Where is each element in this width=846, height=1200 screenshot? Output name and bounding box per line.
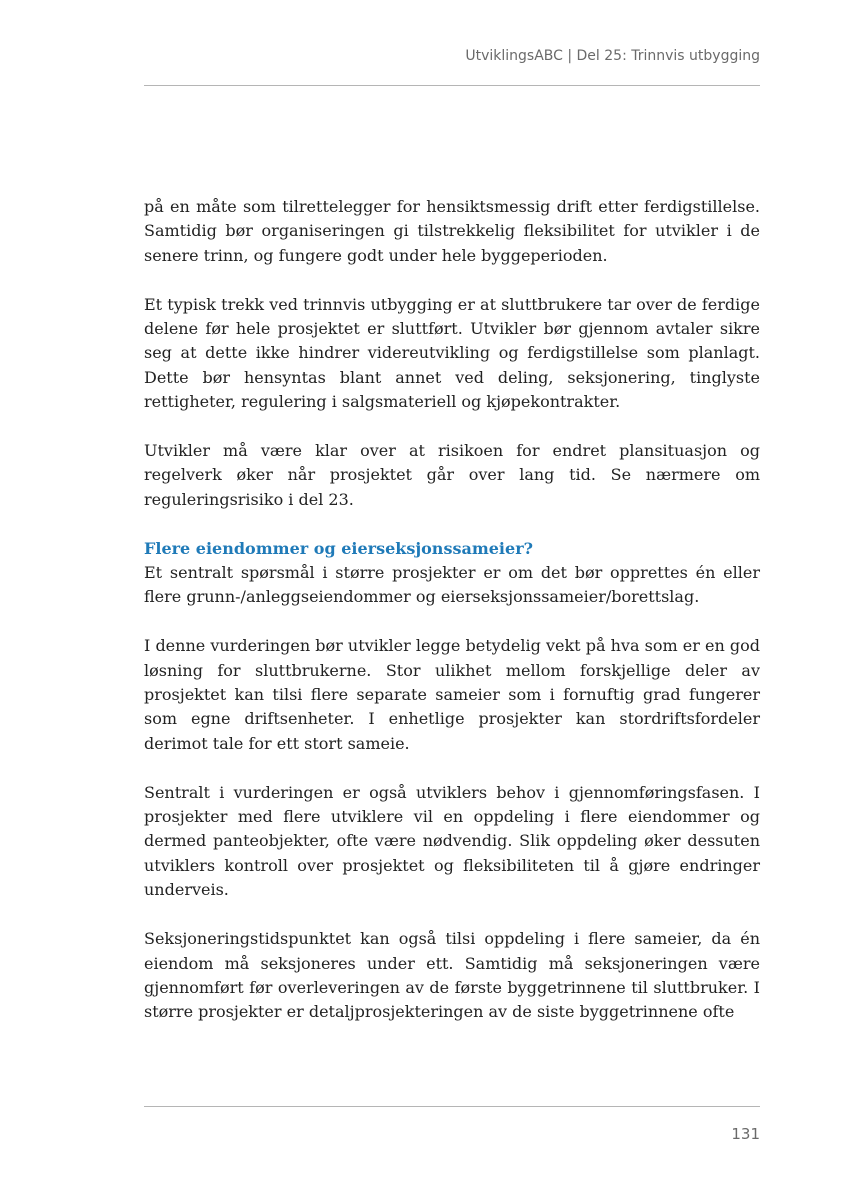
paragraph-3: Utvikler må være klar over at risikoen for endret plansituasjon og regelverk øker når prosjektet går over lang tid. Se nærmere om reguleringsrisiko i del 23. [144,441,760,509]
paragraph-2: Et typisk trekk ved trinnvis utbygging er at sluttbrukere tar over de ferdige delene før hele prosjektet er sluttført. Utvikler bør gjennom avtaler sikre seg at dette ikke hindrer videreutvikling og ferdigstillelse som planlagt. Dette bør hensyntas blant annet ved deling, seksjonering, tinglyste rettigheter, regulering i salgsmateriell og kjøpekontrakter. [144,294,760,412]
page-number: 131 [731,1125,760,1143]
header-divider [144,85,760,86]
paragraph-1: på en måte som tilrettelegger for hensiktsmessig drift etter ferdigstillelse. Samtidig bør organiseringen gi tilstrekkelig fleksibilitet for utvikler i de senere trinn, og fungere godt under hele byggeperioden. [144,197,760,265]
footer-divider [144,1106,760,1107]
page-body [144,195,760,1049]
section-heading: Flere eiendommer og eierseksjonssameier? [144,538,533,558]
paragraph-4: Et sentralt spørsmål i større prosjekter er om det bør opprettes én eller flere grunn-/anleggseiendommer og eierseksjonssameier/borettslag. [144,563,760,607]
paragraph-5: I denne vurderingen bør utvikler legge betydelig vekt på hva som er en god løsning for sluttbrukerne. Stor ulikhet mellom forskjellige deler av prosjektet kan tilsi flere separate sameier som i fornuftig grad fungerer som egne driftsenheter. I enhetlige prosjekter kan stordriftsfordeler derimot tale for ett stort sameie. [144,636,760,753]
paragraph-7: Seksjoneringstidspunktet kan også tilsi oppdeling i flere sameier, da én eiendom må seksjoneres under ett. Samtidig må seksjoneringen være gjennomført før overleveringen av de første byggetrinnene til sluttbruker. I større prosjekter er detaljprosjekteringen av de siste byggetrinnene ofte [144,929,760,1022]
paragraph-6: Sentralt i vurderingen er også utviklers behov i gjennomføringsfasen. I prosjekter med flere utviklere vil en oppdeling i flere eiendommer og dermed panteobjekter, ofte være nødvendig. Slik oppdeling øker dessuten utviklers kontroll over prosjektet og fleksibiliteten til å gjøre endringer underveis. [144,782,760,900]
running-header: UtviklingsABC | Del 25: Trinnvis utbygging [465,48,760,64]
